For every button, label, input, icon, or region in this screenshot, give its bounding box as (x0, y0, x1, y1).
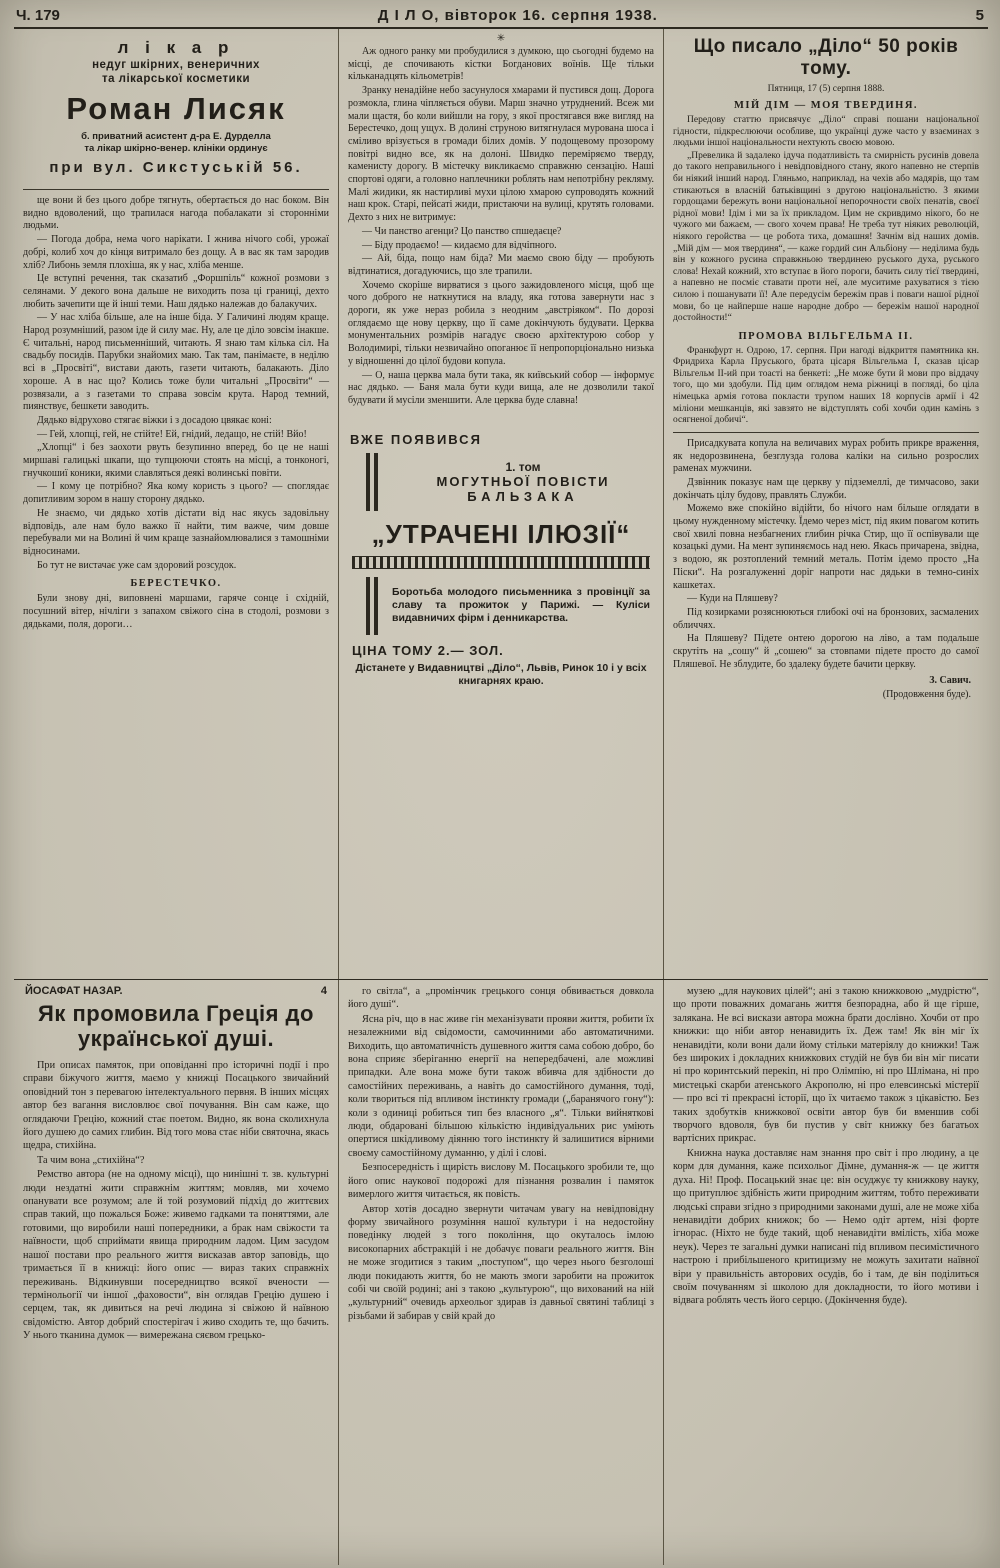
paragraph: Бо тут не вистачає уже сам здоровий розсудок. (37, 559, 237, 571)
paragraph: — Куди на Пляшеву? (687, 593, 778, 605)
bottom-column-1 (14, 980, 338, 1565)
paragraph: Книжна наука доставляє нам знання про світ і про людину, а це корм для думання, каже психольог Дімне, думання-ж — це життя духа. Ні! Проф. Посацький знає це: він осуджує ту книжкову науку, що притуплює здібність жити природним життям, тобто переживати людські справи згідно з природними законами душі, але не може хіба ненавидіти добрих книжок; бо — Немо одіт артем, нізі форте ігнорас. (Ніхто не буде такий, щоб ненавидіти вмілість, хіба може неук). Через те загальні думки написані під впливом песимістичного настрою і прибільшеного критицизму не можуть захитати наївної віри у правильність авторових осудів, бо і там, де він поділиться своїм почуванням зі школою для докладности, то його мотиви і відвага роблять честь його серцю. (Докінчення буде). (673, 1147, 979, 1307)
paragraph: Аж одного ранку ми пробудилися з думкою, що сьогодні будемо на місці, де спочивають кістки Богданових воїнів. Ще тільки кільканадцять кільометрів! (348, 46, 654, 83)
bottom-col3-text (673, 985, 979, 1308)
retrospective-dateline: Пятниця, 17 (5) серпня 1888. (767, 84, 885, 94)
horizontal-rule (23, 189, 329, 190)
issue-number: Ч. 179 (16, 7, 60, 24)
paragraph: Дзвінник показує нам ще церкву у підземеллі, де тимчасово, заки докінчать цілу будову, правлять Служби. (673, 476, 979, 501)
column-1 (14, 29, 338, 979)
book-ad-volume: 1. том (505, 459, 541, 474)
paragraph: го світла“, а „промінчик грецького сонця обвивається довкола його душі“. (348, 986, 654, 1011)
bottom-headline: Як промовила Греція до української душі. (38, 1001, 314, 1051)
bottom-part-number: 4 (320, 985, 327, 997)
page-header (14, 6, 988, 29)
bottom-col1-text (23, 1059, 329, 1343)
berestechko-subhead: БЕРЕСТЕЧКО. (130, 578, 222, 590)
paragraph: Не знаємо, чи дядько хотів дістати від нас якусь задовільну відповідь, але нам було важко її найти, тим важче, чим довше перебували ми на Волині й чим краще зазнайомлювалися з тамошніми відносинами. (23, 507, 329, 557)
book-ad-price: ЦІНА ТОМУ 2.— ЗОЛ. (352, 642, 504, 658)
book-ad-where: Дістанете у Видавництві „Діло“, Львів, Ринок 10 і у всіх книгарнях краю. (355, 661, 647, 687)
doctor-ad (23, 34, 329, 184)
paragraph: — У нас хліба більше, але на інше біда. У Галичині людям краще. Народ розумніший, разом іде й силу має. Ну, але це діло зовсім інакше. Є читальні, народ письменніший, читають. Я знаю там кілька сіл. На свадьбу посидів. Парубки знайомих маю. Так там, панімаєте, в неділю всі в „Просвіті“, вистави дають, газети читають, балакають. Діло хороше. А в нас що? Колись тоже були читальні „Просвіти“ — розвязали, а з газетами то справа зовсім крута. Народ темний, пиянствує, бешкети заводить. (23, 312, 329, 413)
doctor-ad-specialty-1: недуг шкірних, венеричних (92, 59, 260, 71)
bottom-col2-text (348, 985, 654, 1323)
book-ad-top-row (348, 453, 654, 511)
page-number: 5 (975, 7, 984, 24)
column1-text (23, 195, 329, 572)
top-section (14, 29, 988, 979)
paragraph: — Чи панство агенци? Цо панство спшедаєце? (362, 225, 562, 237)
doctor-ad-address: при вул. Сикстуській 56. (49, 159, 303, 176)
retrospective-headline: Що писало „Діло“ 50 років тому. (693, 36, 959, 79)
doctor-ad-credentials-1: б. приватний асистент д-ра Е. Дурделла (81, 131, 271, 142)
travelogue-continuation (673, 438, 979, 672)
paragraph: „Хлопці“ і без заохоти рвуть безупинно вперед, бо це не наші миршаві галицькі шкапи, що тупцюючи стоять на місці, а тонконогі, гнучкошиї коники, якими славляться деякі волинські повіти. (23, 442, 329, 479)
double-bar-ornament-icon (366, 577, 378, 635)
byline-row (23, 985, 329, 997)
retrospective-subhead-1: МІЙ ДІМ — МОЯ ТВЕРДИНЯ. (733, 100, 919, 111)
paragraph: При описах памяток, при оповіданні про історичні події і про справи біжучого життя, маємо у книжці Посацького звичайний оповідний тон з перевагою інтелектуального первня. В інших місцях автор без вагання висловлює свої почування. Він сам каже, що оглядаючи Грецію, кожний стає поетом. Видно, як вона сколихнула його душею до самих глибин. Від того мова стає ніби святочна, якась щедра, стихійна. (23, 1060, 329, 1152)
paragraph: музею „для наукових цілей“; ані з такою книжковою „мудрістю“, що проти поважних домагань життя безпорадна, або й ще гірше, залякана. Не всі вискази автора можна брати дослівно. Хочби от про книжки: що ніби автор ненавидить їх. Деж там! Як він міг їх ненавидіти, коли вони дали йому стільки матеріялу до книжки! Таж без широких і докладних книжкових студій не був би він міг писати ні про коринтський перекіп, ні про Олімпію, ні про Шлімана, ні про мистецькі скарби атенського Акрополю, ні про елевсинські містерії — про всі ті прекрасні історії, що їх читаємо також з цікавістю. Без таких здобутків книжкової освіти автор був би вменшив собі творчого вдоволя, був би пустив у світ книжку без багатьох вартісних прикрас. (673, 986, 979, 1145)
to-be-continued-note: (Продовження буде). (882, 688, 971, 700)
book-ad-blurb: Боротьба молодого письменника з провінції за славу та прожиток у Парижі. — Куліси видавничих фірм і денникарства. (392, 586, 650, 625)
paragraph: Франкфурт н. Одрою, 17. серпня. При нагоді відкриття памятника кн. Фридриха Карла Пруського, брата цісаря Вільгельма I, сказав цісар Вільгельм II-ий при тоасті на бенкеті: „Не може бути й мови про віддачу того, що ми здобули. Під цим оглядом нема ріжниці в погляді, бо ціла німецька армія готова покласти трупом наших 18 корпусів армії і 42 міліони мешканців, які завзято не відступлять собі хочби один камінь з осягненої добичі“. (673, 345, 979, 426)
paragraph: Та чим вона „стихійна“? (37, 1154, 145, 1166)
retrospective-text-2 (673, 346, 979, 427)
asterisk-ornament-icon: ✳ (496, 33, 506, 44)
doctor-ad-credentials-2: та лікар шкірно-венер. клініки ординує (84, 142, 268, 154)
paragraph: Передову статтю присвячує „Діло“ справі пошани національної гідности, підкреслюючи особливе, що українці дуже часто у взаєминах з людьми іншої національности нехтують своєю мовою. (673, 115, 979, 149)
paragraph: Були знову дні, виповнені маршами, гаряче сонце і східній, посушний вітер, нічліги з запахом свіжого сіна в стодолі, розмови з дядьками, поля, дороги… (23, 593, 329, 630)
paragraph: „Превелика й задалеко ідуча податливість та смирність русинів довела до такого неправильного і невідповідного стану, якого напевно не стерпів би ніякий інший народ. Гляньмо, наприклад, на чехів або мадярів, що там стикаються в власній батьківщині з другою національністю. З якими гордощами бережуть вони національної непорочности своїх пенатів, своєї рідної мови! Ідім і ми за їх прикладом. Цим не скривдимо нікого, бо не чужого ми бажаєм, — свого хочем права! Не треба тут ніяких революцій, ніякого геройства — це робота тиха, домашня! Зачнім від наших домів. „Мій дім — моя твердиня“, — каже гордий син Альбіону — неділима будь він у кожного русина справжньою твердинею руського духа, руського слова! Нехай кожний, хто вступає в його пороги, бачить силу тієї твердині, а напевно не посміє ставати проти неї, але муситиме рахуватися з тією силою і пошанувати її! Але передусім бережім прав і поваги нашої рідної мови, бо це найперше наше народне добро — бережім нашої народної достойности!“ (673, 150, 979, 324)
book-ad-announce: ВЖЕ ПОЯВИВСЯ (350, 431, 482, 447)
paragraph: Ясна річ, що в нас живе гін механізувати прояви життя, робити їх незалежними від свідомости, самочинними або автоматичними. Виходить, що автоматичність душевного життя сама собою добро, бо вона сприяє зберіганню енергії на непередбачені, але можливі припадки. Але вона може бути також вбивча для здібности до самостійних переживань, а навіть до самостійного думання, тоді, коли твориться під впливом інстинкту громади („баранячого гону“): коли з одиниці робиться тип без власного „я“. Тільки вийняткові люди, обдаровані більшою кількістю індивідуальних рис уміють опертися шкідливому діянню того інстинкту й залишитися вірними своєму самостійному думанню, у ділі і слові. (348, 1013, 654, 1159)
paragraph: Дядько відрухово стягає віжки і з досадою цвякає коні: (37, 414, 272, 426)
paragraph: Безпосередність і щирість вислову М. Посацького зробили те, що його опис наукової подорожі для пізнання розвалин і памяток вимерлого життя читається, як повість. (348, 1162, 654, 1201)
paragraph: — Погода добра, нема чого нарікати. І жнива нічого собі, урожаї добрі, колиб хоч до кінця витримало без дощу. А в вас як там зародив хліб? Либонь земля плохіша, як у нас, хліба менше. (23, 234, 329, 271)
book-ad-series-block (392, 460, 654, 504)
paragraph: Це вступні речення, так сказатиб „Форшпіль“ кожної розмови з селянами. У декого вона дальше не виходить поза ці границі, дехто любить зачепити ще й інші теми. Наш дядько належав до балакучих. (23, 273, 329, 310)
bottom-column-2 (338, 980, 663, 1565)
paragraph: Хочемо скоріше вирватися з цього зажидовленого місця, щоб ще чого доброго не наткнутися на владу, яка готова завернути нас з дороги, як уже нераз робила з неодним „австріяком“. По дорозі оглядаємо ще нову церкву, що її саме докінчують будувати. Церква монументальних розмірів нагадує своєю архітектурою собор у Володимирі, тільки незвичайно опоганює її непропорціонально низька у відношенні до цілої будови копула. (348, 279, 654, 367)
retrospective-subhead-2: ПРОМОВА ВІЛЬГЕЛЬМА II. (738, 330, 914, 342)
column-3 (663, 29, 988, 979)
paragraph: — Ай, біда, пощо нам біда? Ми маємо свою біду — пробують відтинатися, догадуючись, що зле трапили. (348, 253, 654, 277)
paragraph: Присадкувата копула на величавих мурах робить прикре враження, як недорозвинена, безглузда голова каліки на сильно розрослих раменах мужчини. (673, 437, 979, 475)
paragraph: Під козирками розяснюються глибокі очі на бронзових, засмалених обличчях. (673, 606, 979, 631)
bottom-author: ЙОСАФАТ НАЗАР. (25, 985, 123, 997)
bottom-section (14, 979, 988, 1565)
paragraph: Можемо вже спокійно відійти, бо нічого нам більше оглядати в цьому нужденному містечку. Їдемо через міст, під яким повагом котить свої хвилі повна незбагнених глибин річка Стир, що її оспівували ще козацькі думи. На мент зупиняємось над нею. Якась причарена, звідна, з водою, як розтоплений темний металь. Потім ідемо просто „На Піски“. На розгалуженні доріг напроти нас дядьки в темно-синіх кашкетах. (673, 503, 979, 591)
retrospective-text-1 (673, 115, 979, 325)
column-2 (338, 29, 663, 979)
paragraph: — Гей, хлопці, гей, не стійте! Ей, гнідий, ледащо, не стій! Вйо! (37, 428, 307, 440)
book-ad (348, 424, 654, 688)
book-ad-series: МОГУТНЬОЇ ПОВІСТИ (436, 473, 610, 489)
paragraph: На Пляшеву? Підете онтею дорогою на ліво, а там подальше скрутіть на „сошу“ й „сошею“ за стовпами підете просто до самої Пляшевої. Не зблудите, бо здалеку будете бачити церкву. (673, 633, 979, 670)
double-bar-ornament-icon (366, 453, 378, 511)
doctor-ad-name: Роман Лисяк (66, 91, 286, 126)
book-ad-title: „УТРАЧЕНІ ІЛЮЗІЇ“ (371, 518, 631, 549)
paragraph: Автор хотів досадно звернути читачам увагу на невідповідну форму звичайного розуміння нашої культури і на недостойну поведінку людей з того покоління, що окуталось імлою високопарних абстракцій і не добачує поваги реального життя. Він не може згодитися з таким „поступом“, що через нього безголоші люди покидають життя, бо не мають змоги заробити на прожиток собі чи своїй родині; ані з такою „культурою“, що вихований на ній „культурний“ очевидь археольог здирав із давньої святині таблиці з різьбами й забирав у свій край до (348, 1203, 654, 1322)
column2-text (348, 46, 654, 408)
paragraph: — Біду продаємо! — кидаємо для відчіпного. (362, 239, 557, 251)
article-signature: З. Савич. (929, 674, 971, 686)
bottom-column-3 (663, 980, 988, 1565)
masthead: Д І Л О, вівторок 16. серпня 1938. (377, 7, 658, 24)
decorative-band (352, 556, 650, 569)
horizontal-rule (673, 432, 979, 433)
paragraph: Зранку ненадійне небо засунулося хмарами й пустився дощ. Дорога розмокла, глина чіпляється обуви. Марш значно утруднений. Всеж ми мали щастя, бо коли вийшли на гору, з якої простягався вже вигляд на Берестечко, дощ ущух. В долині струною витягнулася мурована шоса і сміливо врізується в громади білих домів. У подощевому прозорому повітрі видно все, як на долоні. Швидко переміряємо тверду, каменисту дорогу. В містечку викликаємо справжню сензацію. Наші спортові одяги, а головно наплечники роблять нам непотрібну рекляму. Малі жидики, як настирливі мухи цілою хмарою супроводять кожний наш крок. Старі, пейсаті жиди, пристаючи на вулиці, крутять головами. Дехто з них не витримує: (348, 85, 654, 224)
paragraph: — І кому це потрібно? Яка кому користь з цього? — споглядає допитливим зором в нашу сторону дядько. (23, 481, 329, 506)
doctor-ad-specialty-2: та лікарської косметики (101, 73, 251, 85)
paragraph: ще вони й без цього добре тягнуть, обертається до нас боком. Він видно вдоволений, що трапилася нагода побалакати зі сторонніми людьми. (23, 195, 329, 232)
paragraph: — О, наша церква мала бути така, як київський собор — інформує нас дядько. — Баня мала бути куди вища, але не дозволили такої будувати й мусіли зменшити. Але церква буде славна! (348, 369, 654, 406)
paragraph: Ремство автора (не на одному місці), що нинішні т. зв. культурні люди нездатні жити справжнім життям; мовляв, ми хочемо опанувати все розумом; але й той розумовий підхід до життєвих справ такий, що пожалься Боже: живемо гадками та поняттями, але готовими, що виробили наші попередники, а брак нам свіжости та наївности, щоб сприймати явища природним ладом. Цим засудом нашої постави про реального життя висказав автор заповідь, що тримається її в книжці: його опис — вираз таких справжніх переживань. Відкинувши посередництво всякої вчености — термінольогії чи іншої „фаховости“, він оглядав Грецію душею і серцем, так, як дивиться на речі людина зі свіжою й наївною свідомістю. Автор добрий спостерігач і живо сходить те, що бачить. У нього тканина думок — вимережана сяєвом грецько- (23, 1169, 329, 1342)
book-ad-author: БАЛЬЗАКА (467, 488, 579, 504)
book-ad-blurb-row (348, 577, 654, 635)
doctor-ad-profession: л і к а р (117, 38, 235, 57)
column1-text-after (23, 593, 329, 631)
